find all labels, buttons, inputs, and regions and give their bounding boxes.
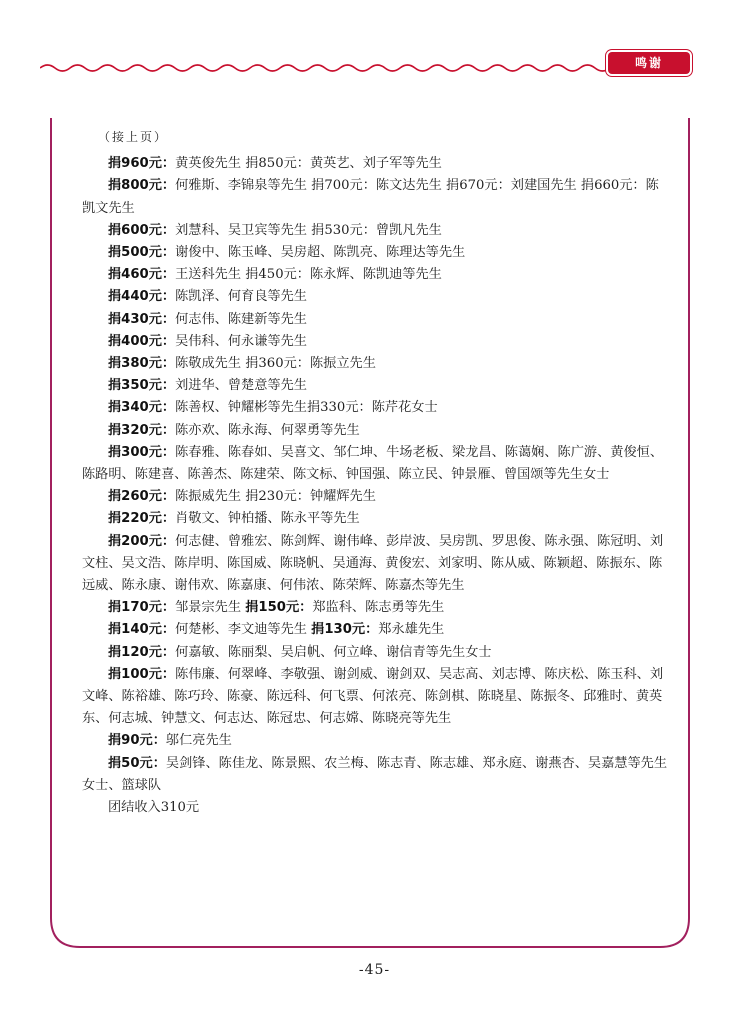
- donor-names: 何嘉敏、陈丽梨、吴启帆、何立峰、谢信青等先生女士: [175, 644, 492, 660]
- donor-names: 谢俊中、陈玉峰、吴房超、陈凯亮、陈理达等先生: [175, 245, 466, 261]
- decorative-wave-rule: [40, 62, 640, 74]
- amount-label: 捐460元：: [108, 267, 176, 283]
- list-item: [82, 375, 670, 397]
- donor-names: 何雅斯、李锦泉等先生 捐700元：陈文达先生 捐670元：刘建国先生 捐660元：陈凯文先生: [82, 178, 659, 216]
- list-item: [82, 797, 670, 819]
- amount-label: 捐120元：: [108, 644, 176, 660]
- donor-names: 吴伟科、何永谦等先生: [175, 333, 307, 349]
- donor-names: 陈敬成先生 捐360元：陈振立先生: [175, 356, 376, 372]
- amount-label: 捐960元：: [108, 156, 176, 172]
- donor-names: 何志伟、陈建新等先生: [175, 311, 307, 327]
- list-item: [82, 309, 670, 331]
- amount-label: 捐100元：: [108, 666, 176, 682]
- list-item: [82, 397, 670, 419]
- amount-label: 捐430元：: [108, 311, 176, 327]
- amount-label: 捐440元：: [108, 289, 176, 305]
- list-item: [82, 597, 670, 619]
- amount-label: 捐200元：: [108, 533, 176, 549]
- list-item: [82, 353, 670, 375]
- donor-names: 何楚彬、李文迪等先生: [175, 622, 312, 638]
- donor-names: 刘慧科、吴卫宾等先生 捐530元：曾凯凡先生: [175, 222, 442, 238]
- amount-label: 捐150元：: [245, 600, 313, 616]
- list-item: [82, 153, 670, 175]
- section-badge: 鸣谢: [608, 52, 690, 74]
- donor-names: 邹景宗先生: [175, 600, 246, 616]
- amount-label: 捐850元：: [245, 156, 310, 172]
- donor-names: 陈凯泽、何育良等先生: [175, 289, 307, 305]
- amount-label: 捐340元：: [108, 400, 176, 416]
- donor-names: 王送科先生 捐450元：陈永辉、陈凯迪等先生: [175, 267, 442, 283]
- amount-label: 捐600元：: [108, 222, 176, 238]
- amount-label: 捐140元：: [108, 622, 176, 638]
- amount-label: 捐50元：: [108, 755, 166, 771]
- list-item: [82, 642, 670, 664]
- amount-label: 捐300元：: [108, 444, 176, 460]
- donor-names: 黄英艺、刘子军等先生: [309, 156, 442, 172]
- list-item: [82, 242, 670, 264]
- amount-label: 捐170元：: [108, 600, 176, 616]
- amount-label: 捐380元：: [108, 356, 176, 372]
- page-number: -45-: [358, 962, 391, 978]
- list-item: [82, 664, 670, 731]
- income-note: 团结收入310元: [108, 800, 200, 816]
- amount-label: 捐130元：: [311, 622, 379, 638]
- list-item: [82, 531, 670, 598]
- donor-names: 邬仁亮先生: [165, 733, 232, 749]
- amount-label: 捐400元：: [108, 333, 176, 349]
- donor-names: 刘进华、曾楚意等先生: [175, 378, 307, 394]
- amount-label: 捐320元：: [108, 422, 176, 438]
- list-item: [82, 730, 670, 752]
- list-item: [82, 442, 670, 486]
- amount-label: 捐90元：: [108, 733, 166, 749]
- list-item: [82, 486, 670, 508]
- donor-names: 肖敬文、钟柏播、陈永平等先生: [175, 511, 360, 527]
- list-item: [82, 753, 670, 797]
- amount-label: 捐260元：: [108, 489, 176, 505]
- list-item: [82, 286, 670, 308]
- donor-names: 陈善权、钟耀彬等先生捐330元：陈芹花女士: [175, 400, 438, 416]
- list-item: [82, 619, 670, 641]
- donor-names: 郑监科、陈志勇等先生: [312, 600, 445, 616]
- amount-label: 捐800元：: [108, 178, 176, 194]
- donor-names: 陈伟廉、何翠峰、李敬强、谢剑威、谢剑双、吴志高、刘志博、陈庆松、陈玉科、刘文峰、陈裕雄、陈巧玲、陈豪、陈远科、何飞票、何浓亮、陈剑棋、陈晓星、陈振冬、邱雅时、黄英东、何志城、钟慧文、何志达、陈冠忠、何志嫦、陈晓亮等先生: [82, 666, 664, 727]
- donor-names: 陈春雅、陈春如、吴喜文、邹仁坤、牛场老板、梁龙昌、陈蔼娴、陈广游、黄俊恒、陈路明、陈建喜、陈善杰、陈建荣、陈文标、钟国强、陈立民、钟景雁、曾国颂等先生女士: [82, 444, 664, 483]
- donor-names: 郑永雄先生: [378, 622, 445, 638]
- list-item: [82, 420, 670, 442]
- amount-label: 捐220元：: [108, 511, 176, 527]
- list-item: [82, 331, 670, 353]
- donor-names: 吴剑锋、陈佳龙、陈景熙、农兰梅、陈志青、陈志雄、郑永庭、谢燕杏、吴嘉慧等先生女士、篮球队: [82, 755, 668, 793]
- donor-names: 黄英俊先生: [175, 156, 246, 172]
- list-item: [82, 175, 670, 219]
- list-item: [82, 264, 670, 286]
- list-item: [82, 220, 670, 242]
- continuation-note: （接上页）: [98, 130, 169, 144]
- donor-names: 陈振威先生 捐230元：钟耀辉先生: [175, 489, 376, 505]
- donor-list: [82, 126, 670, 819]
- donor-names: 何志健、曾雅宏、陈剑辉、谢伟峰、彭岸波、吴房凯、罗思俊、陈永强、陈冠明、刘文柱、吴文浩、陈岸明、陈国威、陈晓帆、吴通海、黄俊宏、刘家明、陈从威、陈颖超、陈振东、陈远威、陈永康、谢伟欢、陈嘉康、何伟浓、陈荣辉、陈嘉杰等先生: [82, 533, 664, 594]
- amount-label: 捐350元：: [108, 378, 176, 394]
- list-item: [82, 508, 670, 530]
- amount-label: 捐500元：: [108, 245, 176, 261]
- donor-names: 陈亦欢、陈永海、何翠勇等先生: [175, 422, 360, 438]
